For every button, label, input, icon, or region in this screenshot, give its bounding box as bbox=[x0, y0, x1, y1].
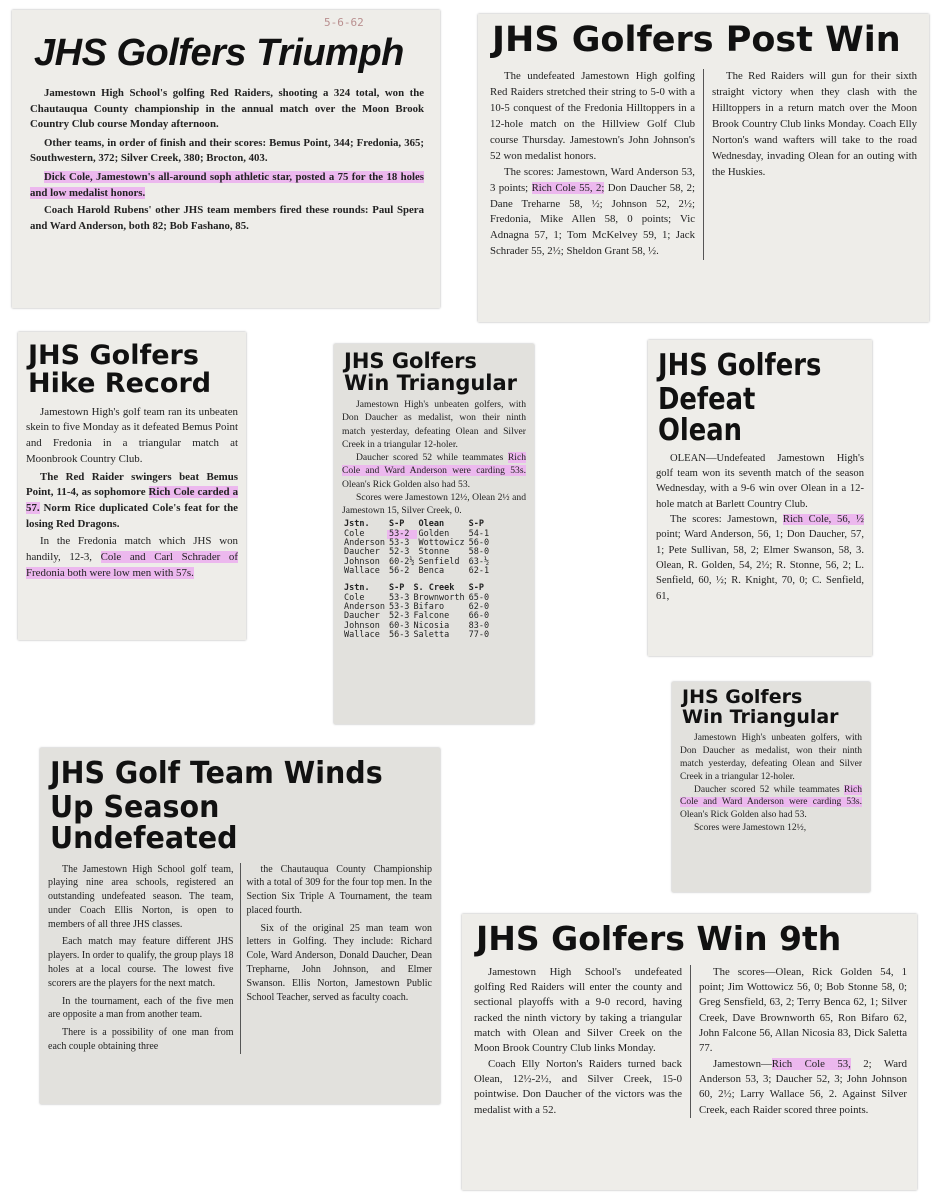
headline-line-2: Win Triangular bbox=[344, 371, 518, 396]
paragraph: the Chautauqua County Championship with a total of 309 for the four top men. In the Section Six Triple A Tournament, the team placed fourth. bbox=[246, 863, 432, 916]
table-cell: 60-2½ bbox=[388, 556, 415, 567]
text-run: Olean's Rick Golden also had 53. bbox=[342, 478, 471, 490]
table-cell: 83-0 bbox=[468, 620, 490, 631]
highlighted-text: Rich Cole 55, 2; bbox=[531, 181, 605, 194]
article-body bbox=[342, 398, 526, 517]
table-cell: 62-1 bbox=[468, 565, 490, 576]
highlighted-text: Rich Cole and Ward Anderson were carding 53s. bbox=[342, 452, 526, 477]
headline: JHS Golfers Win 9th bbox=[476, 919, 842, 958]
text-run: Daucher scored 52 while teammates bbox=[694, 784, 845, 795]
text-run: Jamestown— bbox=[713, 1057, 772, 1070]
highlighted-text: Rich Cole 53, bbox=[771, 1057, 851, 1070]
table-cell: Bifaro bbox=[413, 601, 445, 612]
clipping-golf-team-undefeated bbox=[40, 748, 440, 1104]
table-cell: 58-0 bbox=[468, 547, 490, 558]
paragraph: Jamestown High School's golfing Red Raiders, shooting a 324 total, won the Chautauqua County championship in the annual match over the Moon Brook Country Club course Monday afternoon. bbox=[30, 86, 424, 131]
table-cell: Johnson bbox=[344, 556, 380, 567]
highlighted-text: Rich Cole carded a 57. bbox=[26, 486, 239, 514]
paragraph bbox=[656, 512, 864, 604]
paragraph bbox=[26, 470, 238, 533]
paragraph: The Jamestown High School golf team, playing nine area schools, registered an outstanding undefeated season. The team, under Coach Ellis Norton, is open to members of all three JHS classes. bbox=[48, 863, 234, 930]
table-cell: 52-3 bbox=[388, 547, 410, 558]
table-row bbox=[342, 567, 491, 576]
paragraph: The undefeated Jamestown High golfing Red Raiders stretched their string to 5-0 with a 10-5 conquest of the Fredonia Hilltoppers in a 12-hole match on the Hillview Golf Club course Thursday. Jamestown's John Johnson's 52 won medalist honors. bbox=[490, 69, 695, 162]
article-body bbox=[680, 732, 862, 835]
text-run: Olean's Rick Golden also had 53. bbox=[680, 810, 807, 821]
clipping-golfers-triumph bbox=[12, 10, 440, 308]
paragraph: Coach Elly Norton's Raiders turned back Olean, 12½-2½, and Silver Creek, 15-0 pointwise. Don Daucher of the victors was the medalist with a 52. bbox=[474, 1057, 682, 1116]
paragraph: Jamestown High's golf team ran its unbeaten skein to five Monday as it defeated Bemus Point and Fredonia in a triangular match at Moonbrook Country Club. bbox=[26, 405, 238, 465]
article-body bbox=[30, 86, 424, 235]
clipping-golfers-hike-record bbox=[18, 332, 246, 640]
paragraph: In the tournament, each of the five men are opposite a man from another team. bbox=[48, 995, 234, 1021]
column-right bbox=[703, 69, 917, 261]
clipping-golfers-defeat-olean bbox=[648, 340, 872, 656]
table-header: S-P bbox=[388, 583, 405, 594]
table-header: Olean bbox=[418, 519, 445, 530]
table-cell: 66-0 bbox=[468, 611, 490, 622]
paragraph: The scores—Olean, Rick Golden 54, 1 point; Jim Wottowicz 56, 0; Bob Stonne 58, 0; Greg Sensfield, 63, 2; Terry Benca 62, 1; Silver Creek, Dave Brownworth 65, Ron Bifaro 62, John Falcone 56, Allan Nicosia 83, Dick Saletta 77. bbox=[699, 965, 907, 1055]
text-run: Norm Rice duplicated Cole's feat for the losing Red Dragons. bbox=[26, 501, 238, 530]
table-cell: Cole bbox=[344, 592, 365, 603]
paragraph: There is a possibility of one man from each couple obtaining three bbox=[48, 1027, 234, 1053]
table-cell: 52-3 bbox=[388, 611, 410, 622]
table-header: Jstn. bbox=[344, 583, 370, 594]
table-cell: Daucher bbox=[344, 547, 380, 558]
headline-line-2: Defeat Olean bbox=[658, 381, 756, 448]
article-columns bbox=[490, 69, 917, 261]
column-left bbox=[474, 965, 682, 1118]
headline-line-1: JHS Golfers bbox=[682, 686, 803, 708]
paragraph bbox=[699, 1057, 907, 1118]
column-right bbox=[240, 863, 433, 1054]
table-header: S. Creek bbox=[413, 583, 455, 594]
table-cell: Wallace bbox=[344, 565, 380, 576]
text-run: Daucher scored 52 while teammates bbox=[356, 452, 508, 464]
table-cell: 53-3 bbox=[388, 592, 410, 603]
table-cell: Falcone bbox=[413, 611, 450, 622]
paragraph bbox=[680, 784, 862, 823]
table-cell: Anderson bbox=[344, 601, 385, 612]
table-cell: Anderson bbox=[344, 537, 385, 548]
paragraph: The Red Raiders will gun for their sixth straight victory when they clash with the Hilltoppers in a return match over the Moon Brook Country Club links Monday. Coach Elly Norton's wand wafters will take to the road Wednesday, invading Olean for an outing with the Huskies. bbox=[712, 69, 917, 178]
headline-line-1: JHS Golfers bbox=[658, 348, 822, 383]
table-cell: Wallace bbox=[344, 629, 380, 640]
table-cell: 56-2 bbox=[388, 565, 410, 576]
table-header: S-P bbox=[468, 583, 484, 594]
table-cell: Golden bbox=[418, 528, 450, 539]
paragraph: Each match may feature different JHS players. In order to qualify, the group plays 18 holes at a local course. The lowest five scorers are the players for the next match. bbox=[48, 936, 234, 989]
column-left bbox=[48, 863, 234, 1054]
table-cell: 54-1 bbox=[468, 528, 490, 539]
clipping-golfers-win-triangular bbox=[334, 344, 534, 724]
text-run: Don Daucher 58, 2; Dane Treharne 58, ½; Johnson 52, 2½; Fredonia, Mike Allen 58, 0 points; Vic Adnagna 57, 1; Tom McKelvey 59, 1; Jack Schrader 55, 2½; Sheldon Grant 58, ½. bbox=[490, 181, 695, 258]
table-header: S-P bbox=[468, 519, 484, 530]
table-cell: 56-0 bbox=[468, 537, 490, 548]
table-cell: Stonne bbox=[418, 547, 450, 558]
table-cell: 60-3 bbox=[388, 620, 410, 631]
headline-line-1: JHS Golfers bbox=[28, 340, 199, 371]
article-columns bbox=[474, 965, 907, 1118]
table-header: Jstn. bbox=[344, 519, 370, 530]
handwritten-date: 5-6-62 bbox=[324, 16, 364, 29]
paragraph bbox=[30, 170, 424, 201]
clipping-golfers-win-triangular-short bbox=[672, 682, 870, 892]
table-cell: Saletta bbox=[413, 629, 450, 640]
table-cell: Senfield bbox=[418, 556, 460, 567]
paragraph: Scores were Jamestown 12½, Olean 2½ and Jamestown 15, Silver Creek, 0. bbox=[342, 491, 526, 516]
table-cell: 53-3 bbox=[388, 601, 410, 612]
table-cell: Brownworth bbox=[413, 592, 465, 603]
paragraph: Scores were Jamestown 12½, bbox=[694, 823, 807, 834]
table-header: S-P bbox=[388, 519, 405, 530]
table-cell: 53-2 bbox=[387, 530, 417, 539]
text-run: The scores: Jamestown, Ward Anderson 53, 3 points; bbox=[490, 165, 695, 194]
text-run: The scores: Jamestown, bbox=[670, 513, 783, 525]
headline-line-1: JHS Golf Team Winds bbox=[50, 756, 383, 791]
table-cell: 53-3 bbox=[388, 537, 410, 548]
paragraph bbox=[342, 451, 526, 491]
table-cell: 63-½ bbox=[468, 556, 490, 567]
paragraph bbox=[26, 534, 238, 581]
table-cell: Wottowicz bbox=[418, 537, 465, 548]
column-left bbox=[490, 69, 695, 261]
article-body bbox=[26, 405, 238, 582]
paragraph: Jamestown High School's undefeated golfing Red Raiders will enter the county and sectional playoffs with a 9-0 record, having racked the ninth victory by taking a triangular match with Olean and Silver Creek on the Moon Brook Country Club links Monday. bbox=[474, 965, 682, 1055]
headline-line-2: Up Season Undefeated bbox=[50, 789, 238, 856]
paragraph: OLEAN—Undefeated Jamestown High's golf team won its seventh match of the season Wednesday, with a 9-6 win over Olean in a 12-hole match at Barlett Country Club. bbox=[656, 452, 864, 510]
paragraph: Other teams, in order of finish and their scores: Bemus Point, 344; Fredonia, 365; Southwestern, 372; Silver Creek, 380; Brocton, 403. bbox=[30, 136, 424, 165]
paragraph: Six of the original 25 man team won letters in Golfing. They include: Richard Cole, Ward Anderson, Donald Daucher, Dean Trepharne, John Johnson, and Elmer Swanson. Ellis Norton, Jamestown Public School Teacher, served as faculty coach. bbox=[246, 922, 432, 1003]
paragraph: Coach Harold Rubens' other JHS team members fired these rounds: Paul Spera and Ward Anderson, both 82; Bob Fashano, 85. bbox=[30, 204, 424, 233]
headline: JHS Golfers Triumph bbox=[34, 32, 404, 74]
highlighted-text: Rich Cole and Ward Anderson were carding 53s. bbox=[680, 784, 862, 808]
scores-table-silver-creek bbox=[342, 584, 491, 640]
highlighted-text: Rich Cole, 56, ½ bbox=[782, 513, 864, 525]
table-cell: Benca bbox=[418, 565, 445, 576]
text-run: point; Ward Anderson, 56, 1; Don Daucher, 57, 1; Pete Sullivan, 58, 2; Elmer Swanson, 58, 3. Olean, R. Golden, 54, 2½; R. Stonne, 56, 2; L. Senfield, 60, ½; R. Knight, 70, 0; C. Senfield, 61, bbox=[656, 529, 864, 602]
paragraph: Jamestown High's unbeaten golfers, with Don Daucher as medalist, won their ninth match yesterday, defeating Olean and Silver Creek in a triangular 12-holer. bbox=[342, 399, 526, 450]
highlighted-text: Cole and Carl Schrader of Fredonia both were low men with 57s. bbox=[26, 551, 238, 579]
scores-table-olean bbox=[342, 520, 491, 576]
article-columns bbox=[48, 863, 432, 1054]
highlighted-text: Dick Cole, Jamestown's all-around soph athletic star, posted a 75 for the 18 holes and low medalist honors. bbox=[30, 171, 424, 199]
headline-line-2: Hike Record bbox=[28, 368, 212, 400]
headline: JHS Golfers Post Win bbox=[492, 20, 901, 60]
table-cell: 62-0 bbox=[468, 601, 490, 612]
column-right bbox=[690, 965, 907, 1118]
table-cell: Nicosia bbox=[413, 620, 450, 631]
headline-line-1: JHS Golfers bbox=[344, 349, 477, 373]
clipping-golfers-post-win bbox=[478, 14, 929, 322]
table-cell: Johnson bbox=[344, 620, 380, 631]
table-cell: Daucher bbox=[344, 611, 380, 622]
clipping-golfers-win-9th bbox=[462, 914, 917, 1190]
table-cell: 77-0 bbox=[468, 629, 490, 640]
paragraph bbox=[490, 165, 695, 261]
paragraph: Jamestown High's unbeaten golfers, with Don Daucher as medalist, won their ninth match yesterday, defeating Olean and Silver Creek in a triangular 12-holer. bbox=[680, 732, 862, 782]
table-cell: 56-3 bbox=[388, 629, 410, 640]
text-run: 2; Ward Anderson 53, 3; Daucher 52, 3; John Johnson 60, 2½; Larry Wallace 56, 2. Against Silver Creek, each Raider scored three points. bbox=[699, 1057, 907, 1116]
table-cell: 65-0 bbox=[468, 592, 490, 603]
headline-line-2: Win Triangular bbox=[682, 705, 839, 728]
article-body bbox=[656, 451, 864, 605]
table-row bbox=[342, 631, 491, 640]
text-run: The Red Raider swingers beat Bemus Point, 11-4, as sophomore bbox=[26, 470, 238, 499]
text-run: In the Fredonia match which JHS won handily, 12-3, bbox=[26, 535, 238, 564]
table-cell: Cole bbox=[344, 528, 365, 539]
